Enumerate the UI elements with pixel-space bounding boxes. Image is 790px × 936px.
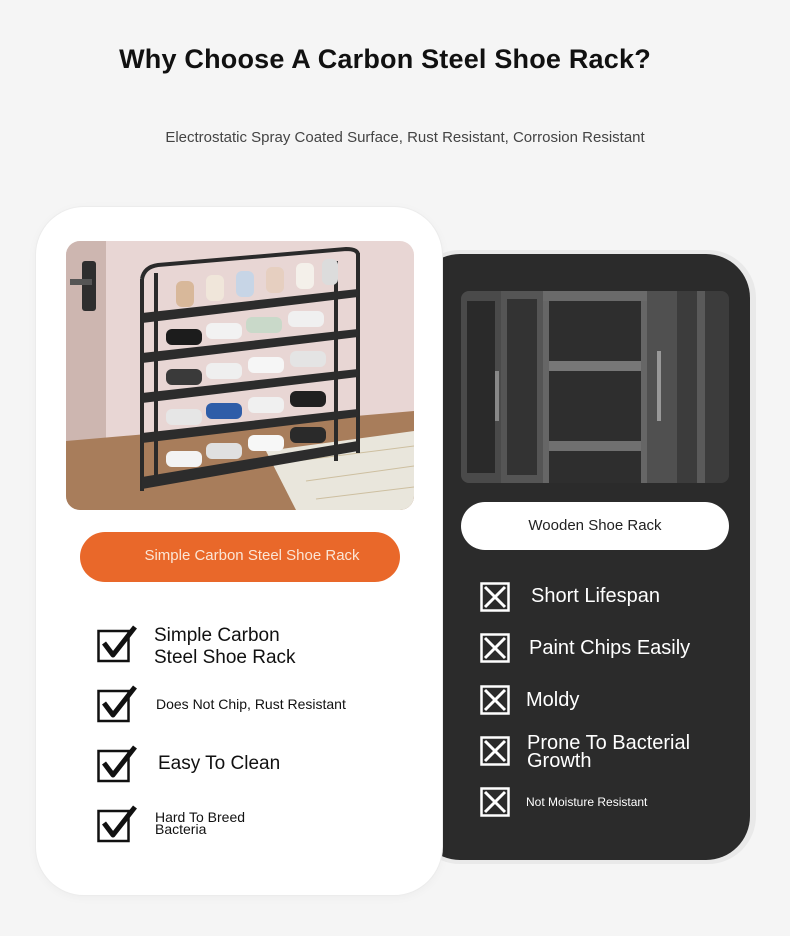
pro-text: [155, 811, 245, 835]
pro-text-line2: Steel Shoe Rack: [154, 647, 296, 668]
x-box-icon: [480, 633, 510, 663]
x-box-icon: [480, 736, 510, 766]
con-text: [527, 734, 690, 770]
con-text: Not Moisture Resistant: [526, 795, 648, 809]
wooden-cabinet-photo: [461, 291, 729, 483]
checkbox-check-icon: [97, 745, 137, 783]
x-box-icon: [480, 582, 510, 612]
checkbox-check-icon: [97, 685, 137, 723]
checkbox-check-icon: [97, 805, 137, 843]
wooden-shoe-rack-label: Wooden Shoe Rack: [461, 502, 729, 550]
con-text-line1: Prone To Bacterial: [527, 732, 691, 754]
checkbox-check-icon: [97, 625, 137, 663]
pro-text-line1: Hard To Breed: [155, 809, 246, 825]
carbon-steel-label: Simple Carbon Steel Shoe Rack: [80, 532, 400, 582]
pro-text: Does Not Chip, Rust Resistant: [156, 696, 346, 712]
pro-text-line1: Simple Carbon: [154, 625, 280, 646]
con-text: Paint Chips Easily: [529, 637, 691, 659]
con-text: Moldy: [526, 689, 580, 711]
page-subtitle: Electrostatic Spray Coated Surface, Rust Resistant, Corrosion Resistant: [165, 129, 645, 146]
x-box-icon: [480, 685, 510, 715]
con-text-line2: Growth: [527, 750, 592, 772]
page-title: Why Choose A Carbon Steel Shoe Rack?: [119, 44, 651, 74]
pro-text: [154, 625, 296, 669]
con-text: Short Lifespan: [531, 585, 660, 607]
x-box-icon: [480, 787, 510, 817]
pro-text: Easy To Clean: [158, 753, 281, 774]
shoe-rack-photo: [66, 241, 414, 510]
pro-text-line2: Bacteria: [155, 821, 207, 837]
